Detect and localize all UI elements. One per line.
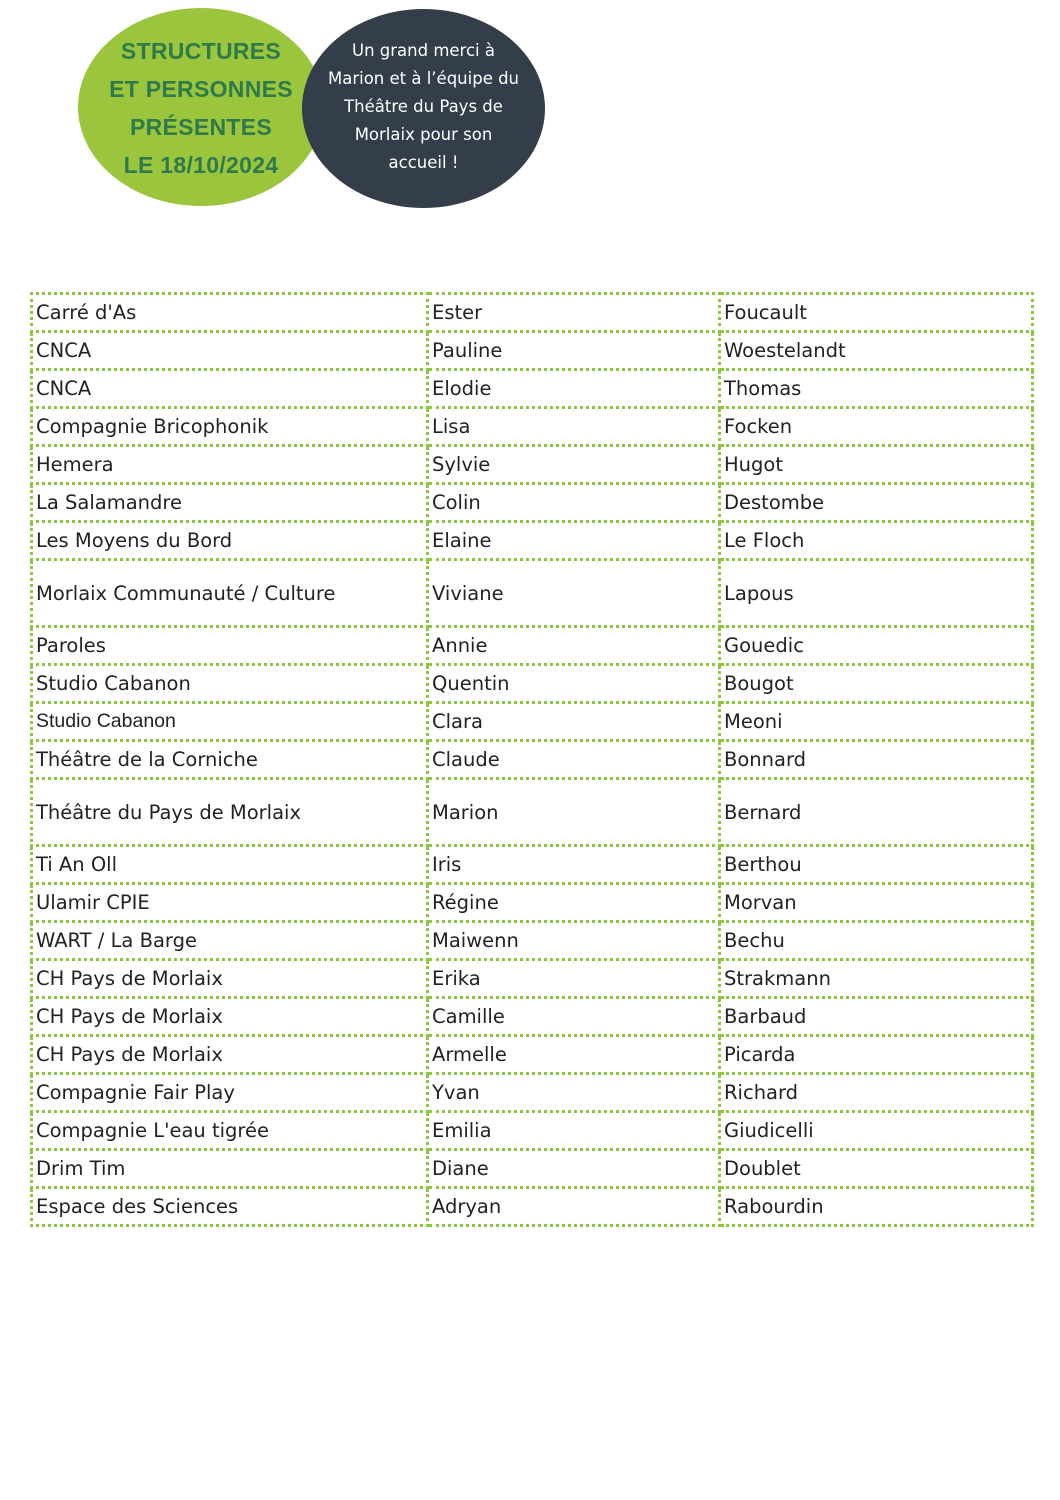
last-name-cell: Destombe — [720, 484, 1033, 522]
structure-cell: Morlaix Communauté / Culture — [32, 560, 428, 627]
last-name-cell: Giudicelli — [720, 1112, 1033, 1150]
table-row — [32, 408, 1033, 446]
table-row — [32, 446, 1033, 484]
last-name-cell: Bougot — [720, 665, 1033, 703]
structure-cell: CNCA — [32, 370, 428, 408]
last-name-cell: Le Floch — [720, 522, 1033, 560]
first-name-cell: Régine — [428, 884, 720, 922]
last-name-cell: Foucault — [720, 294, 1033, 332]
thanks-line: Théâtre du Pays de — [344, 97, 503, 116]
title-line: LE 18/10/2024 — [123, 152, 279, 178]
table-row — [32, 922, 1033, 960]
table-row — [32, 846, 1033, 884]
first-name-cell: Pauline — [428, 332, 720, 370]
last-name-cell: Meoni — [720, 703, 1033, 741]
first-name-cell: Sylvie — [428, 446, 720, 484]
thanks-line: Morlaix pour son — [354, 125, 493, 144]
last-name-cell: Lapous — [720, 560, 1033, 627]
first-name-cell: Adryan — [428, 1188, 720, 1226]
first-name-cell: Elaine — [428, 522, 720, 560]
table-row — [32, 522, 1033, 560]
table-row — [32, 560, 1033, 627]
table-row — [32, 665, 1033, 703]
first-name-cell: Maiwenn — [428, 922, 720, 960]
first-name-cell: Claude — [428, 741, 720, 779]
structure-cell: Paroles — [32, 627, 428, 665]
first-name-cell: Annie — [428, 627, 720, 665]
first-name-cell: Yvan — [428, 1074, 720, 1112]
structure-cell: CNCA — [32, 332, 428, 370]
last-name-cell: Bechu — [720, 922, 1033, 960]
structure-cell: Hemera — [32, 446, 428, 484]
structure-cell: Ti An Oll — [32, 846, 428, 884]
last-name-cell: Thomas — [720, 370, 1033, 408]
thanks-line: Marion et à l’équipe du — [327, 69, 520, 88]
attendee-table-body — [32, 294, 1033, 1226]
last-name-cell: Barbaud — [720, 998, 1033, 1036]
first-name-cell: Clara — [428, 703, 720, 741]
structure-cell: Studio Cabanon — [32, 665, 428, 703]
attendee-table — [30, 292, 1034, 1227]
structure-cell: Ulamir CPIE — [32, 884, 428, 922]
structure-cell: Les Moyens du Bord — [32, 522, 428, 560]
first-name-cell: Diane — [428, 1150, 720, 1188]
first-name-cell: Elodie — [428, 370, 720, 408]
structure-cell: Compagnie L'eau tigrée — [32, 1112, 428, 1150]
table-row — [32, 1150, 1033, 1188]
first-name-cell: Erika — [428, 960, 720, 998]
table-row — [32, 1188, 1033, 1226]
table-row — [32, 484, 1033, 522]
first-name-cell: Camille — [428, 998, 720, 1036]
structure-cell: La Salamandre — [32, 484, 428, 522]
structure-cell: Compagnie Fair Play — [32, 1074, 428, 1112]
last-name-cell: Gouedic — [720, 627, 1033, 665]
title-line: PRÉSENTES — [129, 114, 272, 140]
table-row — [32, 779, 1033, 846]
structure-cell: CH Pays de Morlaix — [32, 1036, 428, 1074]
thanks-line: accueil ! — [388, 153, 459, 172]
table-row — [32, 332, 1033, 370]
first-name-cell: Iris — [428, 846, 720, 884]
structure-cell: Théâtre du Pays de Morlaix — [32, 779, 428, 846]
table-row — [32, 884, 1033, 922]
last-name-cell: Focken — [720, 408, 1033, 446]
last-name-cell: Morvan — [720, 884, 1033, 922]
last-name-cell: Richard — [720, 1074, 1033, 1112]
last-name-cell: Bernard — [720, 779, 1033, 846]
table-row — [32, 1112, 1033, 1150]
structure-cell: Espace des Sciences — [32, 1188, 428, 1226]
structure-cell: CH Pays de Morlaix — [32, 998, 428, 1036]
structure-cell: Studio Cabanon — [32, 703, 428, 741]
first-name-cell: Marion — [428, 779, 720, 846]
title-line: STRUCTURES — [120, 38, 282, 64]
table-row — [32, 960, 1033, 998]
structure-cell: Carré d'As — [32, 294, 428, 332]
title-line: ET PERSONNES — [109, 76, 293, 102]
table-row — [32, 370, 1033, 408]
table-row — [32, 627, 1033, 665]
first-name-cell: Emilia — [428, 1112, 720, 1150]
last-name-cell: Berthou — [720, 846, 1033, 884]
last-name-cell: Picarda — [720, 1036, 1033, 1074]
table-row — [32, 1074, 1033, 1112]
last-name-cell: Strakmann — [720, 960, 1033, 998]
last-name-cell: Doublet — [720, 1150, 1033, 1188]
last-name-cell: Woestelandt — [720, 332, 1033, 370]
table-row — [32, 1036, 1033, 1074]
thanks-message — [328, 37, 519, 177]
first-name-cell: Quentin — [428, 665, 720, 703]
thanks-bubble — [302, 9, 545, 208]
table-row — [32, 998, 1033, 1036]
first-name-cell: Viviane — [428, 560, 720, 627]
structure-cell: WART / La Barge — [32, 922, 428, 960]
title-bubble — [78, 8, 324, 206]
table-row — [32, 703, 1033, 741]
first-name-cell: Lisa — [428, 408, 720, 446]
first-name-cell: Armelle — [428, 1036, 720, 1074]
structure-cell: CH Pays de Morlaix — [32, 960, 428, 998]
table-row — [32, 294, 1033, 332]
structure-cell: Drim Tim — [32, 1150, 428, 1188]
page-title — [109, 32, 293, 184]
last-name-cell: Rabourdin — [720, 1188, 1033, 1226]
first-name-cell: Ester — [428, 294, 720, 332]
structure-cell: Compagnie Bricophonik — [32, 408, 428, 446]
last-name-cell: Bonnard — [720, 741, 1033, 779]
thanks-line: Un grand merci à — [352, 41, 495, 60]
table-row — [32, 741, 1033, 779]
structure-cell: Théâtre de la Corniche — [32, 741, 428, 779]
first-name-cell: Colin — [428, 484, 720, 522]
last-name-cell: Hugot — [720, 446, 1033, 484]
